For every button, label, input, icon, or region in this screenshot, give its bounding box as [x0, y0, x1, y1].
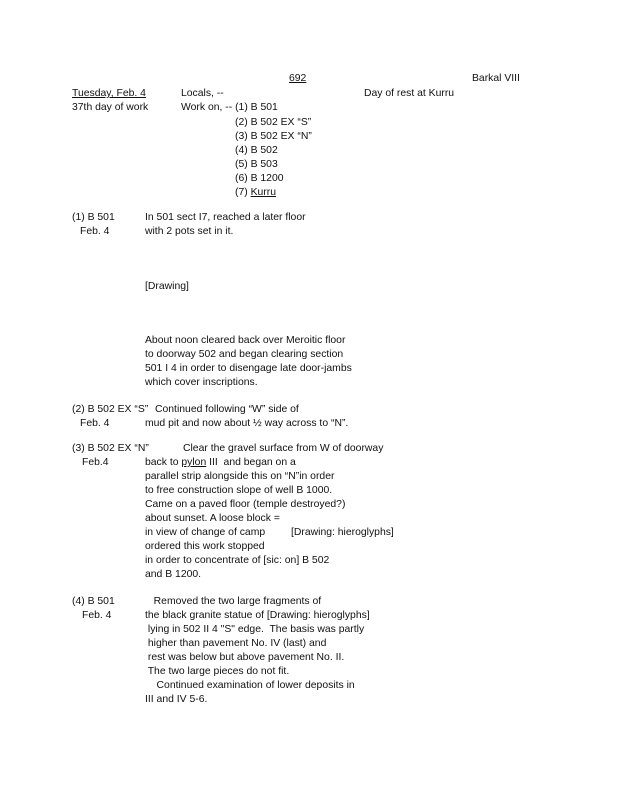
- rest-note: Day of rest at Kurru: [364, 88, 455, 99]
- notebook-title: Barkal VIII: [472, 73, 520, 84]
- entry-3-line: about sunset. A loose block =: [145, 513, 280, 524]
- entry-2-line: Continued following “W” side of: [155, 404, 299, 415]
- work-item-prefix: (7): [235, 187, 251, 198]
- entry-4-line: the black granite statue of [Drawing: hieroglyphs]: [145, 610, 370, 621]
- entry-3-line: in view of change of camp: [145, 527, 266, 538]
- entry-1-date: Feb. 4: [80, 226, 110, 237]
- entry-1-line: 501 I 4 in order to disengage late door-jambs: [145, 363, 352, 374]
- work-item: (3) B 502 EX “N”: [235, 131, 312, 142]
- work-item: (5) B 503: [235, 159, 278, 170]
- entry-3-text: back to: [145, 457, 182, 468]
- entry-3-label: (3) B 502 EX “N”: [72, 443, 149, 454]
- entry-2-line: mud pit and now about ½ way across to “N”.: [145, 418, 349, 429]
- work-item-site: Kurru: [250, 187, 277, 198]
- day-date: Tuesday, Feb. 4: [72, 88, 146, 99]
- work-day-count: 37th day of work: [72, 102, 149, 113]
- entry-3-date: Feb.4: [82, 457, 109, 468]
- entry-1-line: In 501 sect I7, reached a later floor: [145, 212, 306, 223]
- entry-1-label: (1) B 501: [72, 212, 115, 223]
- page-number: 692: [289, 73, 307, 84]
- entry-1-line: to doorway 502 and began clearing section: [145, 349, 344, 360]
- entry-1-line: About noon cleared back over Meroitic floor: [145, 335, 346, 346]
- entry-3-line: and B 1200.: [145, 569, 202, 580]
- entry-4-label: (4) B 501: [72, 596, 115, 607]
- entry-4-line: III and IV 5-6.: [145, 694, 208, 705]
- entry-4-date: Feb. 4: [82, 610, 112, 621]
- work-item: [235, 185, 276, 200]
- entry-3-line: Clear the gravel surface from W of doorway: [183, 443, 384, 454]
- entry-1-drawing: [Drawing]: [145, 281, 189, 292]
- entry-3-pylon: pylon: [181, 457, 207, 468]
- entry-3-line: Came on a paved floor (temple destroyed?): [145, 499, 346, 510]
- entry-3-line: [145, 455, 296, 470]
- entry-4-line: Continued examination of lower deposits in: [145, 680, 355, 691]
- entry-1-line: with 2 pots set in it.: [145, 226, 234, 237]
- entry-2-label: (2) B 502 EX “S”: [72, 404, 149, 415]
- entry-3-line: parallel strip alongside this on “N”in order: [145, 471, 335, 482]
- work-item: (2) B 502 EX “S”: [235, 117, 312, 128]
- entry-1-line: which cover inscriptions.: [145, 377, 258, 388]
- locals-label: Locals, --: [181, 88, 224, 99]
- entry-4-line: Removed the two large fragments of: [145, 596, 322, 607]
- entry-3-line: in order to concentrate of [sic: on] B 502: [145, 555, 330, 566]
- entry-3-drawing: [Drawing: hieroglyphs]: [291, 527, 394, 538]
- work-item: (6) B 1200: [235, 173, 284, 184]
- entry-3-text: III and began on a: [206, 457, 296, 468]
- entry-2-date: Feb. 4: [80, 418, 110, 429]
- entry-4-line: lying in 502 II 4 "S" edge. The basis was partly: [145, 624, 365, 635]
- work-on-label: Work on, -- (1) B 501: [181, 102, 278, 113]
- entry-4-line: higher than pavement No. IV (last) and: [145, 638, 327, 649]
- entry-3-line: ordered this work stopped: [145, 541, 265, 552]
- entry-3-line: to free construction slope of well B 1000.: [145, 485, 333, 496]
- work-item: (4) B 502: [235, 145, 278, 156]
- entry-4-line: rest was below but above pavement No. II.: [145, 652, 345, 663]
- entry-4-line: The two large pieces do not fit.: [145, 666, 290, 677]
